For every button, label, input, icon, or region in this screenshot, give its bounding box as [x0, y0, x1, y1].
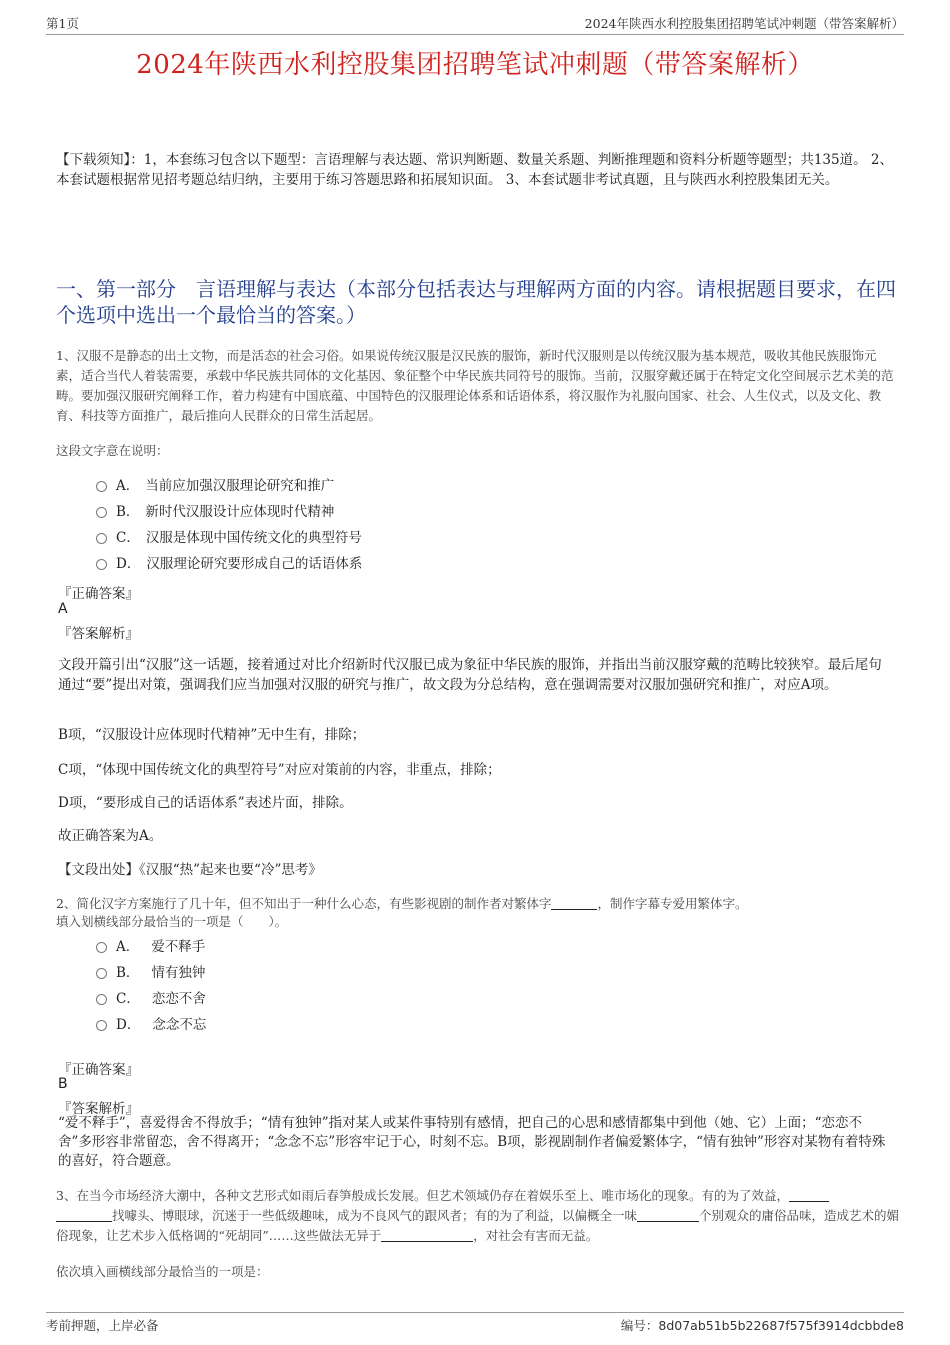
question-1-prompt: 这段文字意在说明：	[56, 443, 169, 458]
fill-blank-1	[789, 1187, 829, 1202]
fill-blank-2	[637, 1207, 699, 1222]
radio-icon[interactable]	[96, 559, 107, 570]
radio-icon[interactable]	[96, 481, 107, 492]
q1-answer: A	[58, 601, 68, 617]
fill-blank-3	[381, 1227, 473, 1242]
download-notice: 【下载须知】：1，本套练习包含以下题型：言语理解与表达题、常识判断题、数量关系题、判断推理题和资料分析题等题型；共135道。 2、本套试题根据常见招考题总结归纳，主要用于练习答题思路和拓展知识面。 3、本套试题非考试真题，且与陕西水利控股集团无关。	[56, 152, 893, 188]
q1-option-d[interactable]: D． 汉服理论研究要形成自己的话语体系	[96, 553, 362, 575]
q2-option-d[interactable]: D． 念念不忘	[96, 1014, 206, 1036]
q1-option-a[interactable]: A． 当前应加强汉服理论研究和推广	[96, 475, 334, 497]
q1-option-c[interactable]: C． 汉服是体现中国传统文化的典型符号	[96, 527, 362, 549]
q1-option-b[interactable]: B． 新时代汉服设计应体现时代精神	[96, 501, 334, 523]
radio-icon[interactable]	[96, 1020, 107, 1031]
q1-analysis-b: B项，“汉服设计应体现时代精神”无中生有，排除；	[58, 727, 366, 743]
q1-analysis-main: 文段开篇引出“汉服”这一话题，接着通过对比介绍新时代汉服已成为象征中华民族的服饰，并指出当前汉服穿戴的范畴比较狭窄。最后尾句通过“要”提出对策，强调我们应当加强对汉服的研究与推广，故文段为分总结构，意在强调需要对汉服加强研究和推广，对应A项。	[58, 657, 882, 693]
q1-analysis-d: D项，“要形成自己的话语体系”表述片面，排除。	[58, 795, 353, 811]
document-title: 2024年陕西水利控股集团招聘笔试冲刺题（带答案解析）	[136, 50, 814, 80]
question-3-text: 3、在当今市场经济大潮中，各种文艺形式如雨后春笋般成长发展。但艺术领域仍存在着娱乐至上、唯市场化的现象。有的为了效益， 找噱头、博眼球，沉迷于一些低级趣味，成为不良风气的跟风者；有的为了利益，以偏概全一味 个别观众的庸俗品味，造成艺术的媚俗现象，让艺术步入低格调的“死胡同”……这些做法无异于 ，对社会有害而无益。	[56, 1188, 900, 1243]
q1-analysis-label: 『答案解析』	[58, 626, 139, 642]
q2-option-a[interactable]: A． 爱不释手	[96, 936, 205, 958]
page-header	[46, 14, 904, 35]
page-footer	[46, 1312, 904, 1335]
radio-icon[interactable]	[96, 994, 107, 1005]
radio-icon[interactable]	[96, 942, 107, 953]
footer-code: 编号：8d07ab51b5b22687f575f3914dcbbde8	[620, 1318, 904, 1333]
q2-analysis-label: 『答案解析』	[58, 1101, 139, 1117]
radio-icon[interactable]	[96, 533, 107, 544]
question-1-text: 1、汉服不是静态的出土文物，而是活态的社会习俗。如果说传统汉服是汉民族的服饰，新时代汉服则是以传统汉服为基本规范，吸收其他民族服饰元素，适合当代人着装需要，承载中华民族共同体的文化基因、象征整个中华民族共同符号的服饰。当前，汉服穿戴还属于在特定文化空间展示艺术美的范畴。要加强汉服研究阐释工作，着力构建有中国底蕴、中国特色的汉服理论体系和话语体系，将汉服作为礼服向国家、社会、人生仪式，以及文化、教育、科技等方面推广，最后推向人民群众的日常生活起居。	[56, 348, 894, 423]
fill-blank-1-cont	[56, 1207, 112, 1222]
radio-icon[interactable]	[96, 507, 107, 518]
q2-analysis: “爱不释手”，喜爱得舍不得放手；“情有独钟”指对某人或某件事特别有感情，把自己的心思和感情都集中到他（她、它）上面；“恋恋不舍”多形容非常留恋，舍不得离开；“念念不忘”形容牢记于心，时刻不忘。B项，影视剧制作者偏爱繁体字，“情有独钟”形容对某物有着特殊的喜好，符合题意。	[58, 1115, 886, 1169]
q2-option-c[interactable]: C． 恋恋不舍	[96, 988, 206, 1010]
header-doc-title: 2024年陕西水利控股集团招聘笔试冲刺题（带答案解析）	[584, 16, 904, 31]
section-heading: 一、第一部分 言语理解与表达（本部分包括表达与理解两方面的内容。请根据题目要求，在四个选项中选出一个最恰当的答案。）	[56, 277, 896, 327]
question-2-text: 2、简化汉字方案施行了几十年，但不知出于一种什么心态，有些影视剧的制作者对繁体字 ，制作字幕专爱用繁体字。 填入划横线部分最恰当的一项是（ ）。	[56, 896, 748, 929]
page-number: 第1页	[46, 16, 79, 31]
fill-blank	[551, 895, 597, 910]
q1-source: 【文段出处】《汉服“热”起来也要“冷”思考》	[58, 862, 322, 878]
radio-icon[interactable]	[96, 968, 107, 979]
footer-slogan: 考前押题，上岸必备	[46, 1318, 159, 1333]
q2-answer: B	[58, 1076, 68, 1092]
question-3-prompt: 依次填入画横线部分最恰当的一项是：	[56, 1264, 269, 1279]
q2-answer-label: 『正确答案』	[58, 1062, 139, 1078]
q1-answer-label: 『正确答案』	[58, 586, 139, 602]
q1-conclusion: 故正确答案为A。	[58, 828, 163, 844]
q2-option-b[interactable]: B． 情有独钟	[96, 962, 205, 984]
q1-analysis-c: C项，“体现中国传统文化的典型符号”对应对策前的内容，非重点，排除；	[58, 762, 501, 778]
